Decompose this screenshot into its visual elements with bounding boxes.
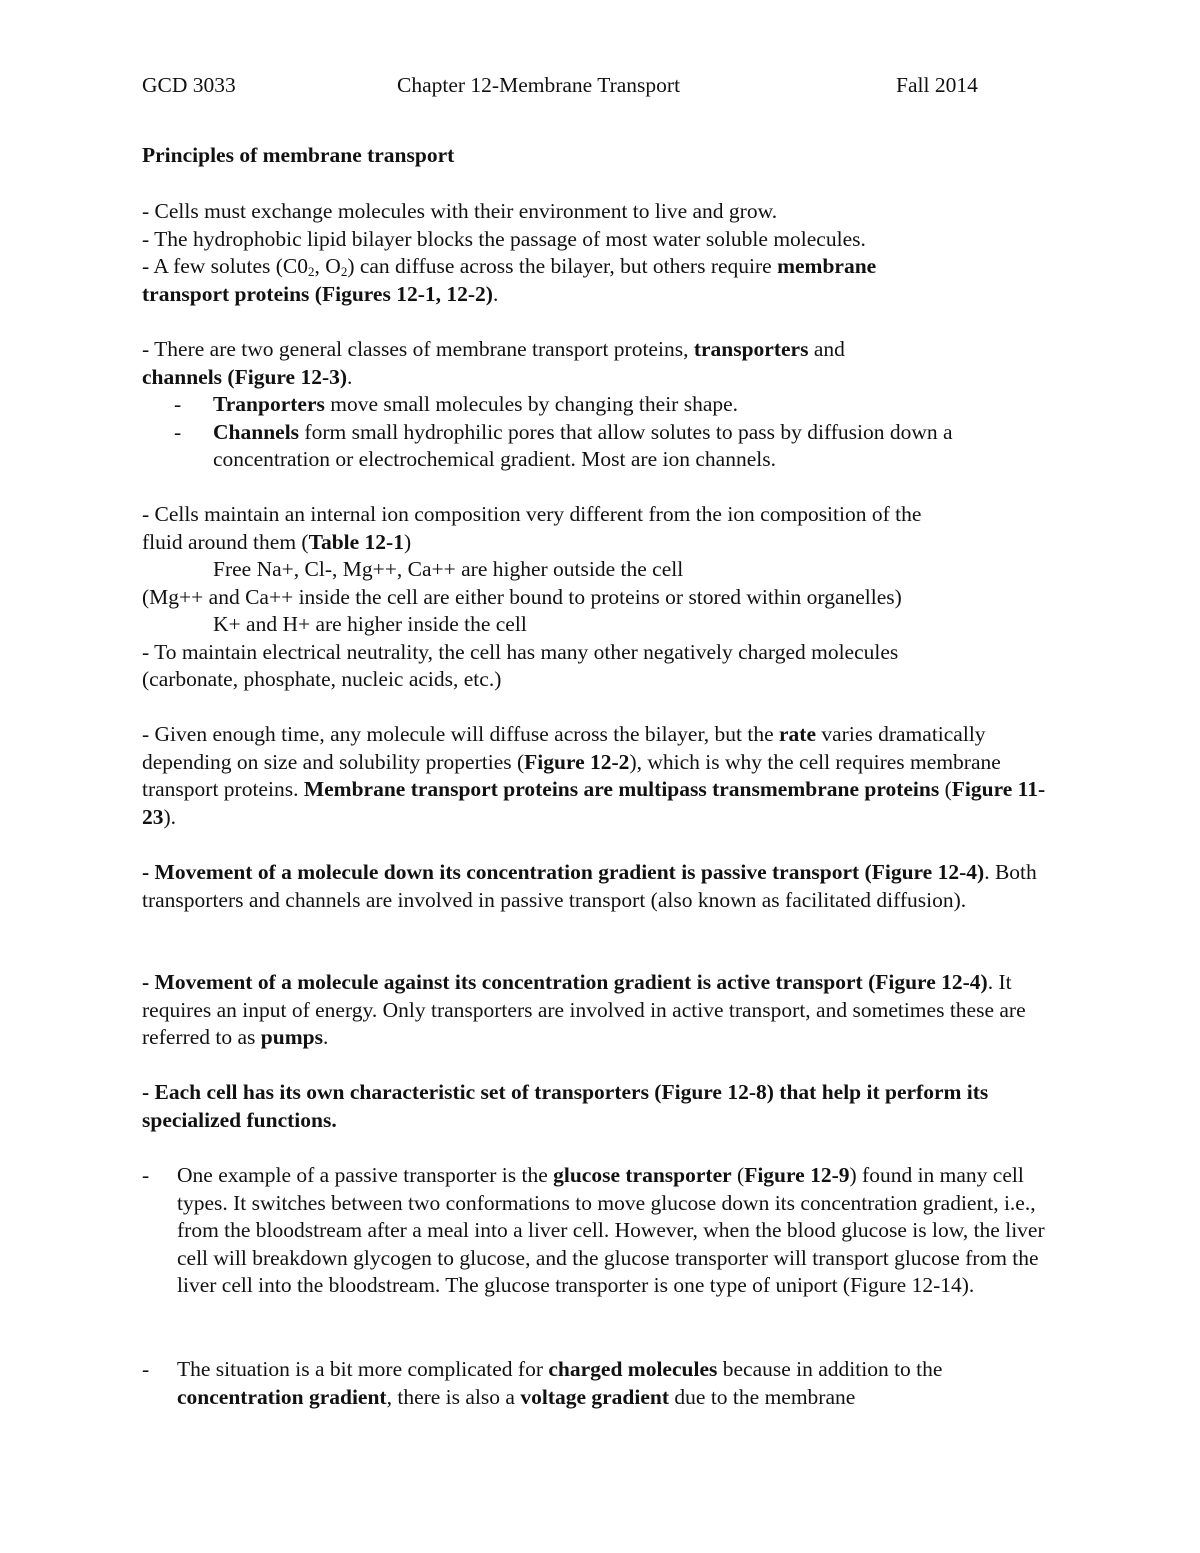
paragraph-diffusion-rate xyxy=(142,721,1067,831)
text-block: - Movement of a molecule down its concentration gradient is passive transport (Figure 12-4). Both transporters and channels are involved in passive transport (also known as facilitated diffusion). xyxy=(142,860,1037,912)
text-line: - Cells must exchange molecules with their environment to live and grow. xyxy=(142,199,778,223)
list-item: - Tranporters move small molecules by changing their shape. xyxy=(174,392,739,416)
paragraph-glucose-transporter xyxy=(142,1162,1067,1300)
paragraph-ion-composition xyxy=(142,501,1067,694)
text-line: (Mg++ and Ca++ inside the cell are either bound to proteins or stored within organelles) xyxy=(142,584,902,609)
text-line: - To maintain electrical neutrality, the cell has many other negatively charged molecules xyxy=(142,639,899,664)
text-line: - The hydrophobic lipid bilayer blocks the passage of most water soluble molecules. xyxy=(142,226,866,251)
text-block: - Movement of a molecule against its concentration gradient is active transport (Figure 12-4). It requires an input of energy. Only transporters are involved in active transport, and sometimes these are referred to as pumps. xyxy=(142,970,1026,1049)
list-item: - The situation is a bit more complicated for charged molecules because in addition to the concentration gradient, there is also a voltage gradient due to the membrane xyxy=(142,1357,943,1409)
list-item: - One example of a passive transporter is the glucose transporter (Figure 12-9) found in many cell types. It switches between two conformations to move glucose down its concentration gradient, i.e., from the bloodstream after a meal into a liver cell. However, when the blood glucose is low, the liver cell will breakdown glycogen to glucose, and the glucose transporter will transport glucose from the liver cell into the bloodstream. The glucose transporter is one type of uniport (Figure 12-14). xyxy=(142,1163,1045,1297)
text-line: - Cells maintain an internal ion composition very different from the ion composition of the xyxy=(142,502,922,526)
text-line: (carbonate, phosphate, nucleic acids, etc.) xyxy=(142,667,502,691)
text-line: - There are two general classes of membrane transport proteins, transporters and xyxy=(142,337,845,361)
text-line: fluid around them (Table 12-1) xyxy=(142,529,412,554)
section-heading: Principles of membrane transport xyxy=(142,143,455,167)
page-header xyxy=(142,72,992,100)
header-chapter: Chapter 12-Membrane Transport xyxy=(397,73,681,97)
header-term: Fall 2014 xyxy=(896,73,978,97)
header-course: GCD 3033 xyxy=(142,73,236,97)
text-block: - Given enough time, any molecule will diffuse across the bilayer, but the rate varies dramatically depending on size and solubility properties (Figure 12-2), which is why the cell requires membrane transport proteins. Membrane transport proteins are multipass transmembrane proteins (Figure 11-23). xyxy=(142,722,1046,829)
paragraph-transporter-set xyxy=(142,1079,1067,1134)
paragraph-active-transport xyxy=(142,969,1067,1052)
list-item: - Channels form small hydrophilic pores that allow solutes to pass by diffusion down a concentration or electrochemical gradient. Most are ion channels. xyxy=(174,419,953,471)
paragraph-classes xyxy=(142,336,1067,474)
text-line: Free Na+, Cl-, Mg++, Ca++ are higher outside the cell xyxy=(213,557,684,581)
text-block: - Each cell has its own characteristic set of transporters (Figure 12-8) that help it perform its specialized functions. xyxy=(142,1080,989,1132)
text-line: K+ and H+ are higher inside the cell xyxy=(213,612,527,636)
paragraph-exchange xyxy=(142,198,1067,308)
paragraph-charged-molecules xyxy=(142,1356,1067,1411)
text-line: transport proteins (Figures 12-1, 12-2). xyxy=(142,281,499,306)
text-line: - A few solutes ($C0_2$, $O_2$) can diffuse across the bilayer, but others require membrane xyxy=(142,254,877,279)
text-line: channels (Figure 12-3). xyxy=(142,364,353,389)
paragraph-passive-transport xyxy=(142,859,1067,914)
